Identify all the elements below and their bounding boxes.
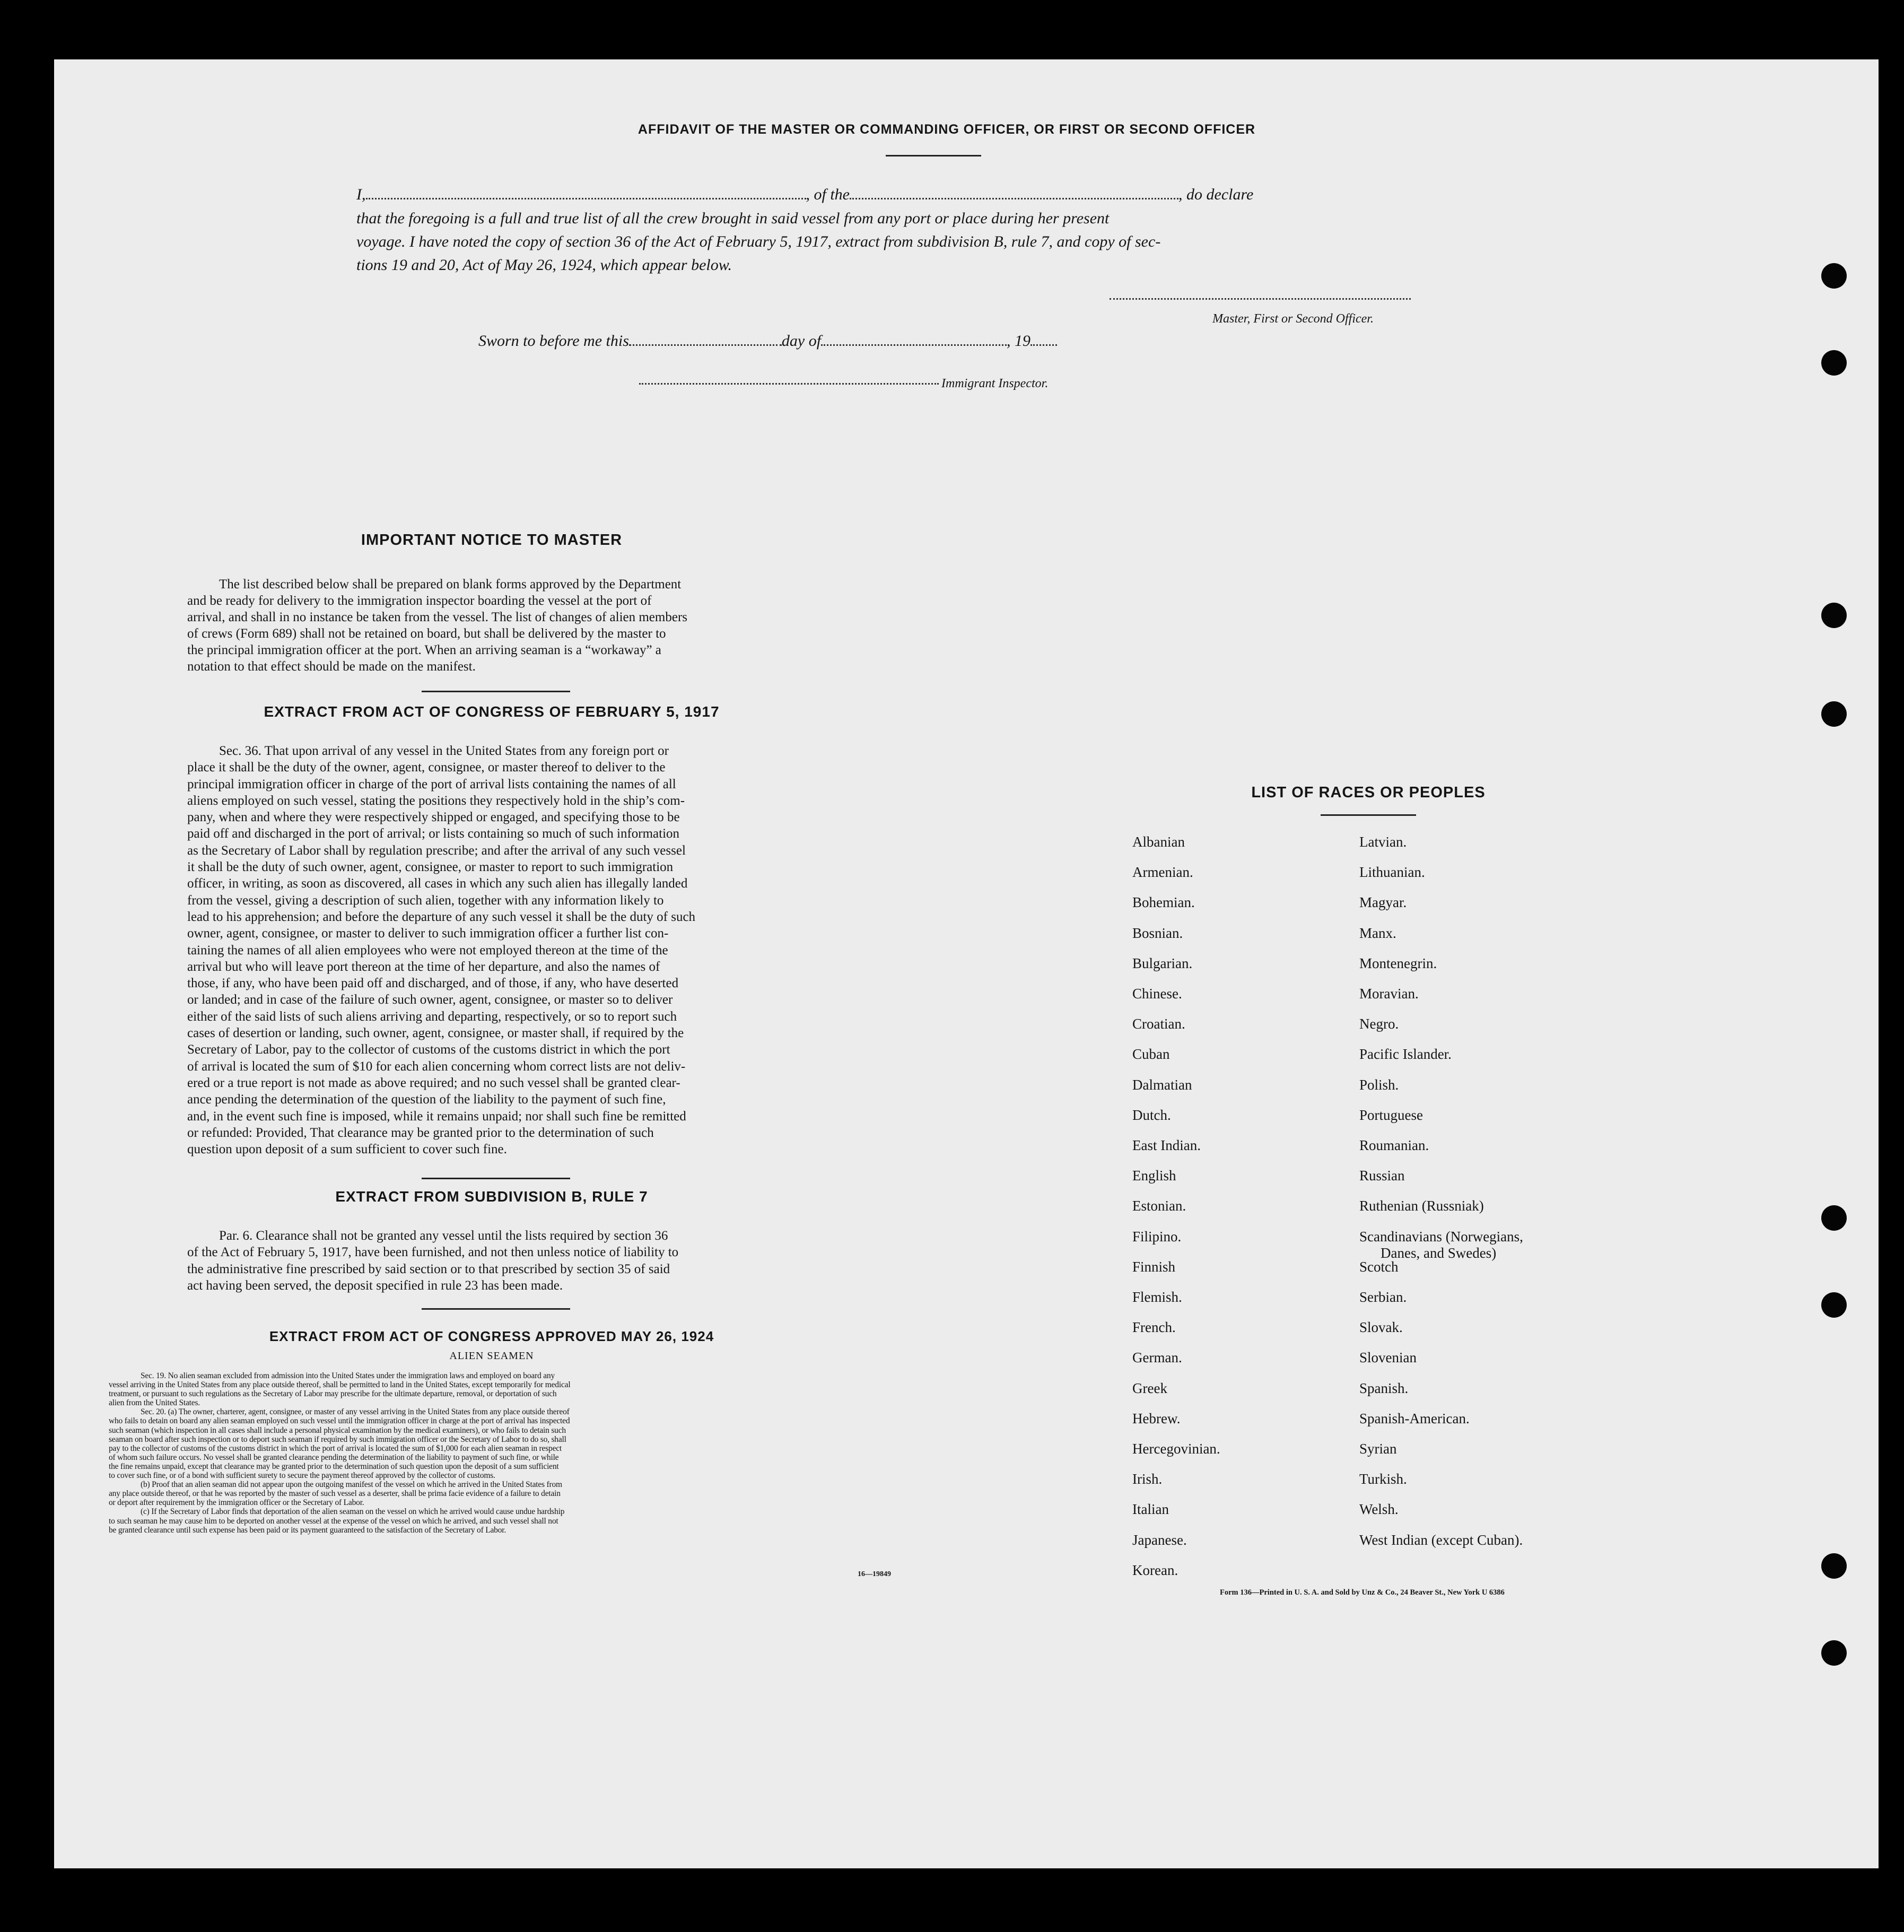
notice-line: notation to that effect should be made on the manifest. xyxy=(187,659,476,674)
divider xyxy=(886,155,981,156)
punch-hole xyxy=(1821,1292,1847,1318)
sworn-year: , 19 xyxy=(1007,332,1031,350)
race-item: Spanish-American. xyxy=(1359,1410,1470,1426)
extract-1924-subtitle: ALIEN SEAMEN xyxy=(449,1350,534,1362)
text-line: the fine remains unpaid, except that clearance may be granted prior to the determination of such question upon the deposit of a sum sufficient xyxy=(109,1461,559,1471)
text-line: arrival but who will leave port thereon at the time of her departure, and also the names of xyxy=(187,959,660,974)
race-item: Albanian xyxy=(1132,834,1185,850)
notice-line: arrival, and shall in no instance be taken from the vessel. The list of changes of alien members xyxy=(187,610,687,624)
race-item: Lithuanian. xyxy=(1359,864,1425,881)
race-item: Slovak. xyxy=(1359,1319,1403,1336)
text-line: pany, when and where they were respectively shipped or engaged, and specifying those to be xyxy=(187,810,680,825)
text-line: or landed; and in case of the failure of such owner, agent, consignee, or master so to deliver xyxy=(187,993,673,1007)
race-item: Italian xyxy=(1132,1501,1169,1518)
notice-line: of crews (Form 689) shall not be retained on board, but shall be delivered by the master to xyxy=(187,626,666,641)
text-line: Par. 6. Clearance shall not be granted any vessel until the lists required by section 36 xyxy=(219,1229,668,1243)
text-line: cases of desertion or landing, such owner, agent, consignee, or master shall, if required by the xyxy=(187,1026,684,1041)
text-line: question upon deposit of a sum sufficient to cover such fine. xyxy=(187,1142,507,1157)
race-item: Flemish. xyxy=(1132,1289,1182,1305)
race-item: Korean. xyxy=(1132,1562,1178,1578)
race-item: Estonian. xyxy=(1132,1198,1186,1214)
text-line: of arrival is located the sum of $10 for each alien concerning whom correct lists are not deliv- xyxy=(187,1059,686,1074)
text-line: those, if any, who have been paid off and discharged, and of those, if any, who have deserted xyxy=(187,976,679,991)
extract-rule7-title: EXTRACT FROM SUBDIVISION B, RULE 7 xyxy=(335,1188,648,1205)
affidavit-line-3: voyage. I have noted the copy of section 36 of the Act of February 5, 1917, extract from subdivision B, rule 7, and copy of sec- xyxy=(356,233,1161,250)
race-item: Armenian. xyxy=(1132,864,1193,881)
text-line: be granted clearance until such expense has been paid or its payment guaranteed to the satisfaction of the Secretary of Labor. xyxy=(109,1525,506,1535)
race-item: Magyar. xyxy=(1359,894,1407,911)
text-line: any place outside thereof, or that he was reported by the master of such vessel as a deserter, shall be prima facie evidence of a failure to detain xyxy=(109,1489,561,1499)
race-item: Bohemian. xyxy=(1132,894,1195,911)
text-line: of whom such failure occurs. No vessel shall be granted clearance pending the determination of the liability to payment of such fine, or while xyxy=(109,1452,559,1462)
text-line: as the Secretary of Labor shall by regulation prescribe; and after the arrival of any such vessel xyxy=(187,843,686,858)
race-item: Syrian xyxy=(1359,1441,1397,1457)
race-item: Manx. xyxy=(1359,925,1396,941)
race-item: Welsh. xyxy=(1359,1501,1399,1518)
race-item: West Indian (except Cuban). xyxy=(1359,1531,1523,1548)
text-line: who fails to detain on board any alien seaman employed on such vessel until the immigration officer in charge at the port of arrival has inspected xyxy=(109,1416,570,1426)
race-item: Greek xyxy=(1132,1380,1167,1396)
race-item: Scandinavians (Norwegians, xyxy=(1359,1228,1523,1245)
race-item: Finnish xyxy=(1132,1258,1176,1275)
race-item: Latvian. xyxy=(1359,834,1407,850)
race-item: Hebrew. xyxy=(1132,1410,1181,1426)
extract-1917-title: EXTRACT FROM ACT OF CONGRESS OF FEBRUARY 5, 1917 xyxy=(264,703,720,720)
race-item: Chinese. xyxy=(1132,986,1182,1002)
notice-line: the principal immigration officer at the port. When an arriving seaman is a “workaway” a xyxy=(187,643,661,657)
race-item: Dutch. xyxy=(1132,1107,1171,1123)
divider xyxy=(422,1308,570,1310)
divider xyxy=(422,1178,570,1179)
text-line: aliens employed on such vessel, stating the positions they respectively hold in the ship’s com- xyxy=(187,793,685,808)
text-line: Sec. 36. That upon arrival of any vessel in the United States from any foreign port or xyxy=(219,744,669,758)
race-item: German. xyxy=(1132,1350,1182,1366)
affidavit-line-1 xyxy=(356,186,1438,204)
affidavit-line-4: tions 19 and 20, Act of May 26, 1924, which appear below. xyxy=(356,256,732,274)
race-item: Hercegovinian. xyxy=(1132,1441,1220,1457)
vessel-blank[interactable] xyxy=(850,198,1178,199)
text-line: Sec. 19. No alien seaman excluded from admission into the United States under the immigration laws and employed on board any xyxy=(141,1371,555,1380)
sworn-prefix: Sworn to before me this xyxy=(478,332,629,350)
race-item: French. xyxy=(1132,1319,1176,1336)
text-line: (c) If the Secretary of Labor finds that deportation of the alien seaman on the vessel on which he arrived would cause undue hardship xyxy=(141,1507,565,1517)
race-item: Filipino. xyxy=(1132,1228,1182,1245)
master-signature-line[interactable] xyxy=(1110,298,1411,300)
text-line: or refunded: Provided, That clearance may be granted prior to the determination of such xyxy=(187,1125,654,1140)
inspector-signature-line[interactable] xyxy=(639,383,939,385)
race-item: Bulgarian. xyxy=(1132,955,1193,971)
race-item: Slovenian xyxy=(1359,1350,1417,1366)
text-line: (b) Proof that an alien seaman did not appear upon the outgoing manifest of the vessel on which he arrived in the United States from xyxy=(141,1480,562,1490)
text-line: lead to his apprehension; and before the departure of any such vessel it shall be the duty of such xyxy=(187,909,696,924)
race-item: Danes, and Swedes) xyxy=(1381,1245,1497,1261)
race-item: Turkish. xyxy=(1359,1471,1407,1487)
footer-form-line: Form 136—Printed in U. S. A. and Sold by Unz & Co., 24 Beaver St., New York U 6386 xyxy=(1220,1588,1505,1597)
race-item: Russian xyxy=(1359,1168,1405,1184)
text-line: ance pending the determination of the question of the liability to the payment of such fine, xyxy=(187,1092,666,1107)
form-code: 16—19849 xyxy=(858,1570,891,1578)
race-item: Polish. xyxy=(1359,1076,1399,1093)
text-line: such seaman (which inspection in all cases shall include a personal physical examination by the medical examiners), or who fails to detain such xyxy=(109,1425,566,1435)
punch-hole xyxy=(1821,263,1847,289)
text-line: Sec. 20. (a) The owner, charterer, agent, consignee, or master of any vessel arriving in the United States from any place outside thereof xyxy=(141,1407,570,1417)
punch-hole xyxy=(1821,701,1847,727)
race-item: Irish. xyxy=(1132,1471,1163,1487)
race-item: Bosnian. xyxy=(1132,925,1183,941)
race-item: Moravian. xyxy=(1359,986,1419,1002)
races-title: LIST OF RACES OR PEOPLES xyxy=(1251,784,1486,801)
notice-title: IMPORTANT NOTICE TO MASTER xyxy=(361,532,623,549)
text-line: it shall be the duty of such owner, agent, consignee, or master to report to such immigration xyxy=(187,860,674,875)
text-line: principal immigration officer in charge of the port of arrival lists containing the names of all xyxy=(187,777,676,791)
text-line: place it shall be the duty of the owner, agent, consignee, or master thereof to deliver to the xyxy=(187,760,666,775)
race-item: Cuban xyxy=(1132,1046,1170,1063)
text-line: to such seaman he may cause him to be deported on another vessel at the expense of the vessel on which he arrived, and such vessel shall not xyxy=(109,1516,558,1526)
sworn-day-blank[interactable] xyxy=(629,344,782,346)
affidavit-title: AFFIDAVIT OF THE MASTER OR COMMANDING OFFICER, OR FIRST OR SECOND OFFICER xyxy=(637,122,1256,137)
text-line: to cover such fine, or of a bond with sufficient surety to secure the payment thereof approved by the collector of customs. xyxy=(109,1471,495,1481)
race-item: Scotch xyxy=(1359,1258,1399,1275)
race-item: Pacific Islander. xyxy=(1359,1046,1452,1063)
race-item: Japanese. xyxy=(1132,1531,1187,1548)
text-line: alien from the United States. xyxy=(109,1398,200,1408)
sworn-year-blank[interactable] xyxy=(1030,344,1057,346)
punch-hole xyxy=(1821,1205,1847,1231)
text-line: and, in the event such fine is imposed, while it remains unpaid; nor shall such fine be remitted xyxy=(187,1109,686,1124)
text-line: treatment, or pursuant to such regulations as the Secretary of Labor may prescribe for the ultimate departure, removal, or deportation of such xyxy=(109,1389,557,1399)
notice-line: and be ready for delivery to the immigration inspector boarding the vessel at the port of xyxy=(187,594,652,608)
text-line: ered or a true report is not made as above required; and no such vessel shall be granted clear- xyxy=(187,1075,680,1090)
text-line: Secretary of Labor, pay to the collector of customs of the customs district in which the port xyxy=(187,1042,670,1057)
text-line: or deport after requirement by the immigration officer or the Secretary of Labor. xyxy=(109,1498,364,1508)
extract-1924-body xyxy=(109,1371,880,1535)
race-item: Croatian. xyxy=(1132,1016,1185,1032)
sworn-day-of: day of xyxy=(781,332,822,350)
punch-hole xyxy=(1821,350,1847,376)
race-item: Dalmatian xyxy=(1132,1076,1192,1093)
divider xyxy=(1321,814,1416,816)
text-line: paid off and discharged in the port of arrival; or lists containing so much of such information xyxy=(187,826,680,841)
sworn-line xyxy=(478,332,1057,350)
extract-1924-title: EXTRACT FROM ACT OF CONGRESS APPROVED MAY 26, 1924 xyxy=(269,1328,714,1344)
text-line: owner, agent, consignee, or master to deliver to such immigration officer a further list con- xyxy=(187,926,669,941)
notice-body xyxy=(187,576,797,675)
punch-hole xyxy=(1821,1640,1847,1666)
race-item: Roumanian. xyxy=(1359,1137,1429,1153)
sworn-month-blank[interactable] xyxy=(821,344,1007,346)
affidavit-of-the: , of the xyxy=(806,186,850,203)
race-item: Spanish. xyxy=(1359,1380,1409,1396)
race-item: English xyxy=(1132,1168,1176,1184)
race-item: East Indian. xyxy=(1132,1137,1201,1153)
divider xyxy=(422,691,570,692)
race-item: Ruthenian (Russniak) xyxy=(1359,1198,1484,1214)
notice-line: The list described below shall be prepared on blank forms approved by the Department xyxy=(219,577,682,591)
race-item: Negro. xyxy=(1359,1016,1399,1032)
punch-hole xyxy=(1821,1553,1847,1579)
extract-1917-body xyxy=(187,743,797,1158)
text-line: pay to the collector of customs of the customs district in which the port of arrival is located the sum of $1,000 for each alien seaman in respect xyxy=(109,1443,562,1453)
master-label: Master, First or Second Officer. xyxy=(1212,312,1374,326)
race-item: Montenegrin. xyxy=(1359,955,1437,971)
text-line: the administrative fine prescribed by said section or to that prescribed by section 35 of said xyxy=(187,1261,670,1276)
race-item: Portuguese xyxy=(1359,1107,1423,1123)
punch-hole xyxy=(1821,603,1847,628)
text-line: of the Act of February 5, 1917, have been furnished, and not then unless notice of liability to xyxy=(187,1245,679,1260)
extract-rule7-body xyxy=(187,1228,797,1294)
text-line: seaman on board after such inspection or to deport such seaman if required by such immigration officer or the Secretary of Labor to do so, shall xyxy=(109,1434,566,1444)
text-line: vessel arriving in the United States from any place outside thereof, shall be permitted to land in the United States, except temporarily for medical xyxy=(109,1380,571,1390)
affidavit-i: I, xyxy=(356,186,366,203)
text-line: taining the names of all alien employees who were not employed thereon at the time of the xyxy=(187,943,668,958)
affidavit-line-2: that the foregoing is a full and true list of all the crew brought in said vessel from any port or place during her present xyxy=(356,210,1110,227)
inspector-label: Immigrant Inspector. xyxy=(941,377,1049,390)
affidavit-declare: , do declare xyxy=(1178,186,1254,203)
text-line: either of the said lists of such aliens arriving and departing, respectively, or so to report such xyxy=(187,1009,677,1024)
text-line: from the vessel, giving a description of such alien, together with any information likely to xyxy=(187,893,664,908)
text-line: act having been served, the deposit specified in rule 23 has been made. xyxy=(187,1278,563,1293)
name-blank[interactable] xyxy=(366,198,806,199)
text-line: officer, in writing, as soon as discovered, all cases in which any such alien has illegally landed xyxy=(187,876,688,891)
race-item: Serbian. xyxy=(1359,1289,1407,1305)
